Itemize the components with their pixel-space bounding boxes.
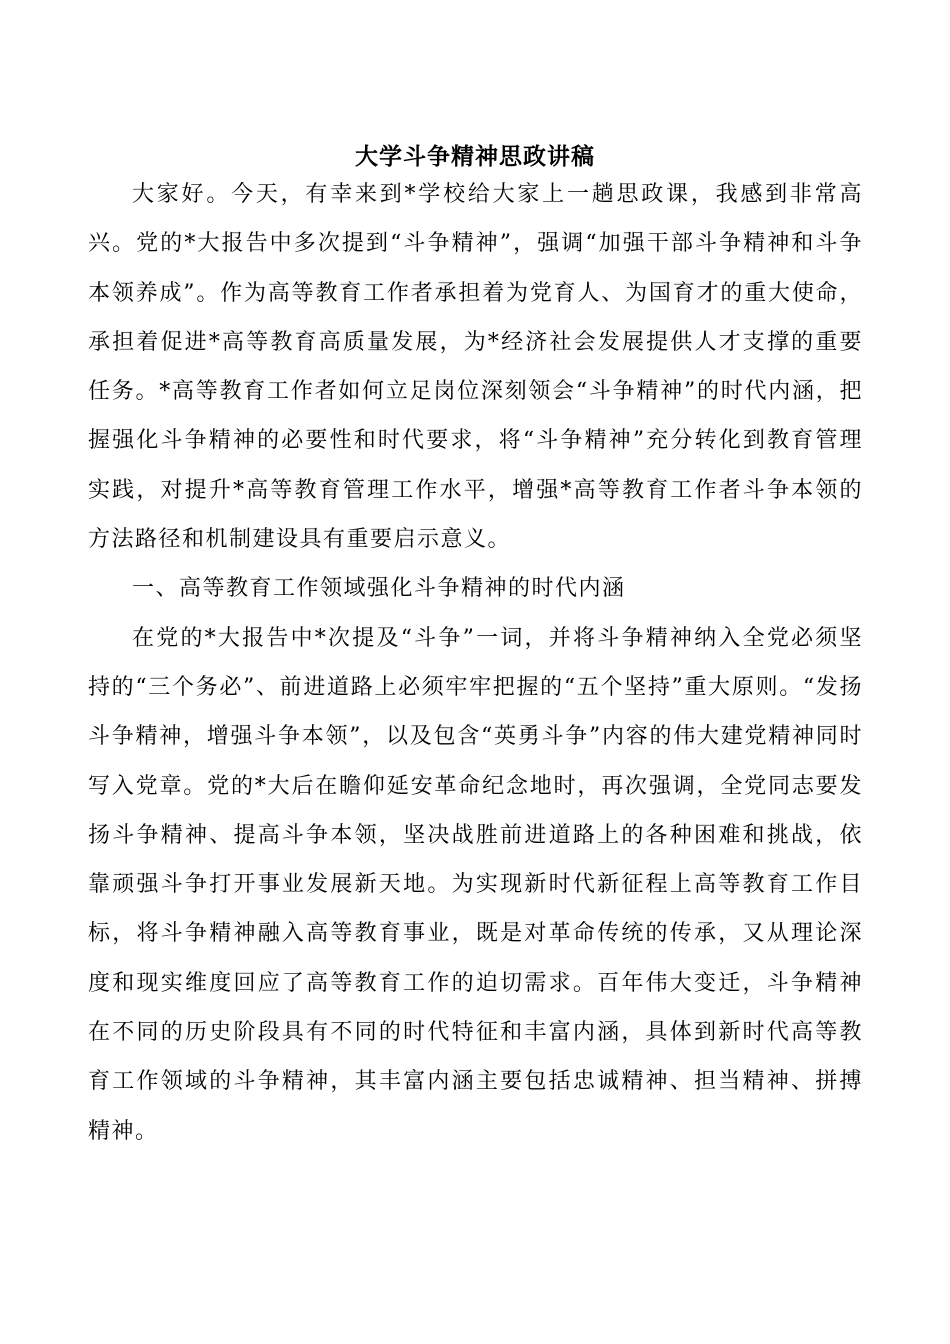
- document-body: [88, 170, 863, 1156]
- paragraph-introduction: 大家好。今天，有幸来到*学校给大家上一趟思政课，我感到非常高兴。党的*大报告中多次提到“斗争精神”，强调“加强干部斗争精神和斗争本领养成”。作为高等教育工作者承担着为党育人、为国育才的重大使命，承担着促进*高等教育高质量发展，为*经济社会发展提供人才支撑的重要任务。*高等教育工作者如何立足岗位深刻领会“斗争精神”的时代内涵，把握强化斗争精神的必要性和时代要求，将“斗争精神”充分转化到教育管理实践，对提升*高等教育管理工作水平，增强*高等教育工作者斗争本领的方法路径和机制建设具有重要启示意义。: [88, 182, 863, 553]
- document-title: 大学斗争精神思政讲稿: [355, 143, 595, 170]
- section-heading: 一、高等教育工作领域强化斗争精神的时代内涵: [132, 576, 626, 602]
- paragraph-section-one: 在党的*大报告中*次提及“斗争”一词，并将斗争精神纳入全党必须坚持的“三个务必”、前进道路上必须牢牢把握的“五个坚持”重大原则。“发扬斗争精神，增强斗争本领”，以及包含“英勇斗争”内容的伟大建党精神同时写入党章。党的*大后在瞻仰延安革命纪念地时，再次强调，全党同志要发扬斗争精神、提高斗争本领，坚决战胜前进道路上的各种困难和挑战，依靠顽强斗争打开事业发展新天地。为实现新时代新征程上高等教育工作目标，将斗争精神融入高等教育事业，既是对革命传统的传承，又从理论深度和现实维度回应了高等教育工作的迫切需求。百年伟大变迁，斗争精神在不同的历史阶段具有不同的时代特征和丰富内涵，具体到新时代高等教育工作领域的斗争精神，其丰富内涵主要包括忠诚精神、担当精神、拼搏精神。: [88, 625, 863, 1144]
